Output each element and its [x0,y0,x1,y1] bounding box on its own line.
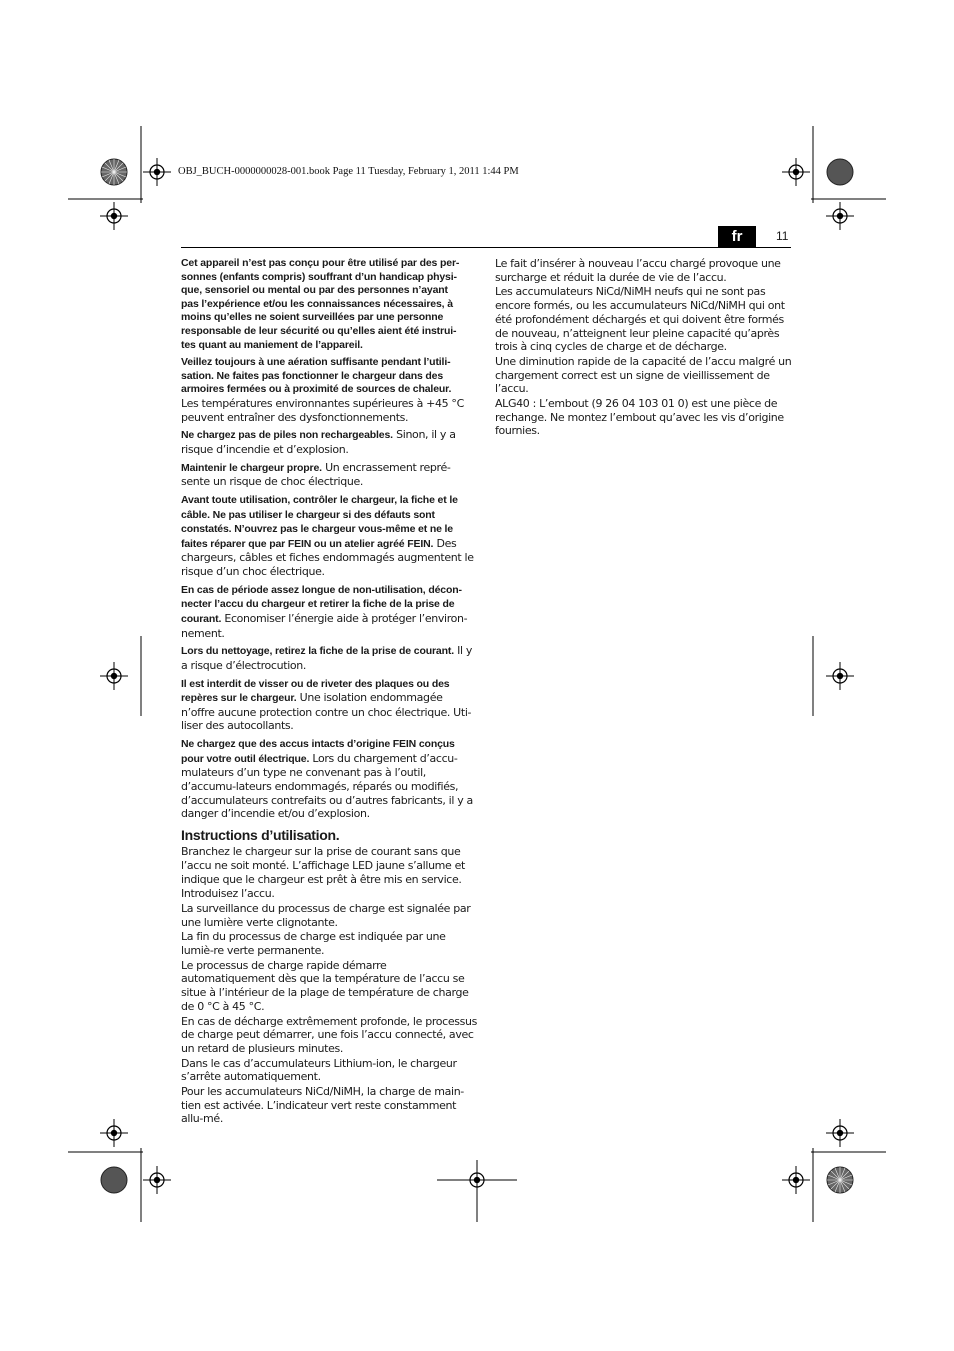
left-column [181,257,479,1127]
warning-paragraph: Ne chargez pas de piles non rechargeables. Sinon, il y a risque d’incendie et d’explosion. [181,428,456,456]
warning-paragraph: En cas de période assez longue de non-utilisation, décon-necter l’accu du chargeur et retirer la fiche de la prise de courant. Economiser l’énergie aide à protéger l’environ-nement. [181,583,468,640]
warning-paragraph: Il est interdit de visser ou de riveter des plaques ou des repères sur le chargeur. Une isolation endommagée n’offre aucune protection contre un choc électrique. Uti-liser des autocollants. [181,677,472,733]
warning-paragraph: Avant toute utilisation, contrôler le chargeur, la fiche et le câble. Ne pas utiliser le chargeur si des défauts sont constatés. N’ouvrez pas le chargeur vous-même et ne le faites réparer que par FEIN ou un atelier agréé FEIN. Des chargeurs, câbles et fiches endommagés augmentent le risque d’un choc électrique. [181,493,474,579]
instruction-paragraph: Pour les accumulateurs NiCd/NiMH, la charge de main-tien est activée. L’indicateur vert reste constamment allu-mé. [181,1085,464,1126]
print-file-info: OBJ_BUCH-0000000028-001.book Page 11 Tuesday, February 1, 2011 1:44 PM [178,166,519,177]
body-paragraph: Une diminution rapide de la capacité de l’accu malgré un chargement correct est un signe de vieillissement de l’accu. [495,354,792,396]
right-column [495,257,792,439]
instruction-paragraph: La surveillance du processus de charge est signalée par une lumière verte clignotante. [181,901,471,929]
header-rule [181,247,791,248]
warning-paragraph: Ne chargez que des accus intacts d’origine FEIN conçus pour votre outil électrique. Lors du chargement d’accu-mulateurs d’un type ne convenant pas à l’outil, d’accumu-lateurs endommagés, réparés ou modifiés, d’accumulateurs contrefaits ou d’autres fabricants, il y a danger d’incendie et/ou d’explosion. [181,738,473,821]
body-paragraph: ALG40 : L’embout (9 26 04 103 01 0) est une pièce de rechange. Ne montez l’embout qu’avec les vis d’origine fournies. [495,397,784,438]
warning-paragraph: Cet appareil n’est pas conçu pour être utilisé par des per- sonnes (enfants compris) souffrant d’un handicap physi- que, sensoriel ou mental ou par des personnes n’ayant pas l’expérience et/ou les connaissances nécessaires, à moins qu’elles ne soient surveillées par une personne responsable de leur sécurité ou qu’elles aient été instrui- tes quant au maniement de l’appareil. [181,257,460,351]
instruction-paragraph: Branchez le chargeur sur la prise de courant sans que l’accu ne soit monté. L’affichage LED jaune s’allume et indique que le chargeur est prêt à être mis en service. [181,845,465,886]
instruction-paragraph: En cas de décharge extrêmement profonde, le processus de charge peut démarrer, une fois l’accu connecté, avec un retard de plusieurs minutes. [181,1014,478,1055]
page-number: 11 [776,229,789,243]
instruction-paragraph: Le processus de charge rapide démarre automatiquement dès que la température de l’accu se situe à l’intérieur de la plage de température de charge de 0 °C à 45 °C. [181,958,469,1013]
instruction-paragraph: Dans le cas d’accumulateurs Lithium-ion, le chargeur s’arrête automatiquement. [181,1056,457,1084]
instruction-paragraph: Introduisez l’accu. [181,887,275,901]
body-paragraph: Le fait d’insérer à nouveau l’accu chargé provoque une surcharge et réduit la durée de vie de l’accu. [495,257,781,284]
warning-paragraph: Lors du nettoyage, retirez la fiche de la prise de courant. Il y a risque d’électrocution. [181,644,473,672]
language-tab: fr [718,226,756,247]
instruction-paragraph: La fin du processus de charge est indiquée par une lumiè-re verte permanente. [181,930,446,958]
warning-paragraph: Maintenir le chargeur propre. Un encrassement repré-sente un risque de choc électrique. [181,460,451,489]
warning-paragraph: Veillez toujours à une aération suffisante pendant l’utili- sation. Ne faites pas fonctionner le chargeur dans des armoires fermées ou à proximité de sources de chaleur. Les températures environnantes supérieures à +45 °C peuvent entraîner des dysfonctionnements. [181,356,464,424]
body-paragraph: Les accumulateurs NiCd/NiMH neufs qui ne sont pas encore formés, ou les accumulateurs NiCd/NiMH qui ont été profondément déchargés et qui doivent être formés de nouveau, n’atteignent leur pleine capacité qu’après trois à cinq cycles de charge et de décharge. [495,285,785,354]
section-heading: Instructions d’utilisation. [181,827,340,844]
